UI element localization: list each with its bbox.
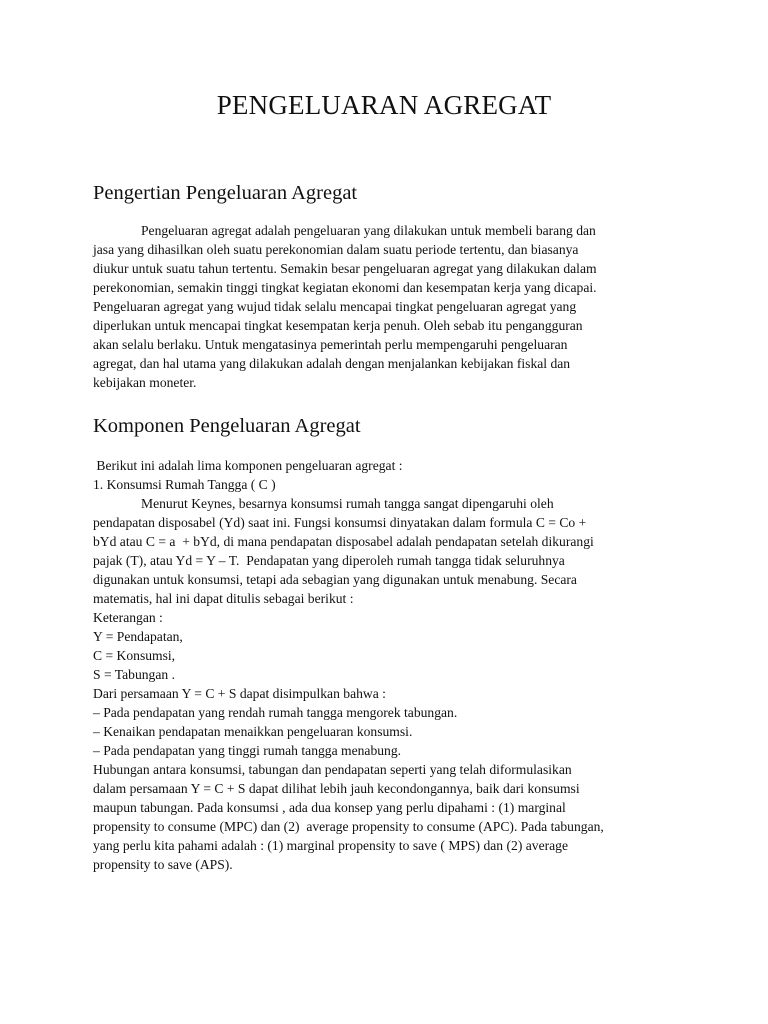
section-heading-pengertian: Pengertian Pengeluaran Agregat (93, 182, 358, 204)
paragraph-pengertian (93, 221, 683, 392)
paragraph-line: matematis, hal ini dapat ditulis sebagai berikut : (93, 591, 354, 606)
paragraph-line: diperlukan untuk mencapai tingkat kesempatan kerja penuh. Oleh sebab itu pengangguran (93, 318, 583, 333)
definition-line: Y = Pendapatan, (93, 629, 183, 644)
section-heading-komponen: Komponen Pengeluaran Agregat (93, 415, 361, 437)
paragraph-komponen (93, 456, 683, 874)
definition-line: C = Konsumsi, (93, 648, 176, 663)
bullet-item: – Pada pendapatan yang rendah rumah tangga mengorek tabungan. (93, 705, 458, 720)
paragraph-line: perekonomian, semakin tinggi tingkat kegiatan ekonomi dan kesempatan kerja yang dicapai. (93, 280, 597, 295)
paragraph-line: kebijakan moneter. (93, 375, 197, 390)
paragraph-line: propensity to consume (MPC) dan (2) average propensity to consume (APC). Pada tabungan, (93, 819, 604, 834)
paragraph-line: agregat, dan hal utama yang dilakukan adalah dengan menjalankan kebijakan fiskal dan (93, 356, 571, 371)
paragraph-line: Menurut Keynes, besarnya konsumsi rumah tangga sangat dipengaruhi oleh (141, 496, 554, 511)
paragraph-line: Keterangan : (93, 610, 163, 625)
paragraph-line: jasa yang dihasilkan oleh suatu perekonomian dalam suatu periode tertentu, dan biasanya (93, 242, 579, 257)
bullet-item: – Pada pendapatan yang tinggi rumah tangga menabung. (93, 743, 402, 758)
paragraph-line: propensity to save (APS). (93, 857, 233, 872)
paragraph-line: bYd atau C = a + bYd, di mana pendapatan disposabel adalah pendapatan setelah dikurangi (93, 534, 594, 549)
document-title: PENGELUARAN AGREGAT (216, 90, 552, 120)
paragraph-line: pendapatan disposabel (Yd) saat ini. Fungsi konsumsi dinyatakan dalam formula C = Co + (93, 515, 587, 530)
paragraph-line: yang perlu kita pahami adalah : (1) marginal propensity to save ( MPS) dan (2) average (93, 838, 569, 853)
paragraph-line: Dari persamaan Y = C + S dapat disimpulkan bahwa : (93, 686, 386, 701)
paragraph-line: Pengeluaran agregat yang wujud tidak selalu mencapai tingkat pengeluaran agregat yang (93, 299, 577, 314)
paragraph-line: Pengeluaran agregat adalah pengeluaran yang dilakukan untuk membeli barang dan (141, 223, 596, 238)
list-item-heading: 1. Konsumsi Rumah Tangga ( C ) (93, 477, 276, 492)
definition-line: S = Tabungan . (93, 667, 175, 682)
paragraph-line: diukur untuk suatu tahun tertentu. Semakin besar pengeluaran agregat yang dilakukan dalam (93, 261, 597, 276)
paragraph-line: pajak (T), atau Yd = Y – T. Pendapatan yang diperoleh rumah tangga tidak seluruhnya (93, 553, 565, 568)
paragraph-line: digunakan untuk konsumsi, tetapi ada sebagian yang digunakan untuk menabung. Secara (93, 572, 577, 587)
paragraph-line: Berikut ini adalah lima komponen pengeluaran agregat : (93, 458, 403, 473)
paragraph-line: Hubungan antara konsumsi, tabungan dan pendapatan seperti yang telah diformulasikan (93, 762, 572, 777)
bullet-item: – Kenaikan pendapatan menaikkan pengeluaran konsumsi. (93, 724, 413, 739)
paragraph-line: akan selalu berlaku. Untuk mengatasinya pemerintah perlu mempengaruhi pengeluaran (93, 337, 568, 352)
paragraph-line: dalam persamaan Y = C + S dapat dilihat lebih jauh kecondongannya, baik dari konsumsi (93, 781, 580, 796)
paragraph-line: maupun tabungan. Pada konsumsi , ada dua konsep yang perlu dipahami : (1) marginal (93, 800, 566, 815)
